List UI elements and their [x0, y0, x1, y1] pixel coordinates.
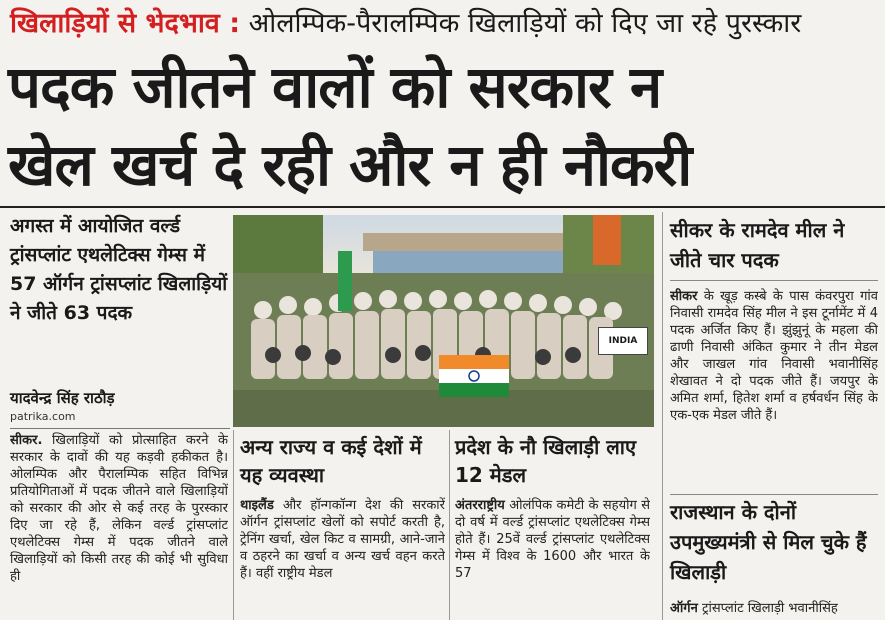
side-divider: [670, 494, 878, 495]
kicker-label: खिलाड़ियों से भेदभाव :: [10, 8, 241, 39]
side-1-lead: सीकर: [670, 289, 698, 304]
sub-a-heading: अन्य राज्य व कई देशों में यह व्यवस्था: [240, 435, 422, 487]
sub-a-text: और हॉन्गकॉन्ग देश की सरकारें ऑर्गन ट्रांसप्लांट खेलों को सपोर्ट करती है, ट्रेनिंग खर्चा, खेल किट व सामग्री, आने-जाने व ठहरने का खर्चा व अन्य खर्च वहन करते हैं। वहीं राष्ट्रीय मेडल: [240, 498, 445, 581]
source-label: patrika.com: [10, 410, 76, 423]
side-1-text: के खूड़ कस्बे के पास कंवरपुरा गांव निवासी रामदेव सिंह मील ने इस टूर्नामेंट में 4 पदक अर्जित किए हैं। झुंझुनूं के महला की ढाणी निवासी अंकित कुमार ने तीन मेडल और जाखल गांव निवासी भवानीसिंह शेखावत ने दो पदक जीते हैं। जयपुर के अमित शर्मा, हितेश शर्मा व हर्षवर्धन सिंह के एक-एक मेडल जीते हैं।: [670, 289, 878, 423]
sub-b-text: ओलंपिक कमेटी के सहयोग से दो वर्ष में वर्ल्ड ट्रांसप्लांट एथलेटिक्स गेम्स होते हैं। 25वें वर्ल्ड ट्रांसप्लांट एथलेटिक्स गेम्स में विश्व के 1600 और भारत के 57: [455, 498, 650, 581]
deck-text: अगस्त में आयोजित वर्ल्ड ट्रांसप्लांट एथलेटिक्स गेम्स में 57 ऑर्गन ट्रांसप्लांट खिलाड़ियों ने जीते 63 पदक: [10, 215, 228, 324]
column-divider: [449, 430, 450, 620]
kicker-line: [10, 4, 880, 44]
kicker-text: ओलम्पिक-पैरालम्पिक खिलाड़ियों को दिए जा रहे पुरस्कार: [240, 8, 802, 39]
sub-a-lead: थाइलैंड: [240, 498, 274, 513]
main-story-dateline: सीकर.: [10, 433, 43, 448]
sub-b-body: [455, 497, 650, 620]
headline-rule: [0, 206, 885, 208]
side-2-lead: ऑर्गन: [670, 601, 698, 616]
column-divider: [662, 212, 663, 620]
side-2-heading: राजस्थान के दोनों उपमुख्यमंत्री से मिल चुके हैं खिलाड़ी: [670, 500, 867, 584]
main-story-text: खिलाड़ियों को प्रोत्साहित करने के सरकार के दावों की यह कड़वी हकीकत है। ओलम्पिक और पैरालम्पिक सहित विभिन्न प्रतियोगिताओं में पदक जीतने वाले खिलाड़ियों को सरकार की ओर से कई तरह के पुरस्कार दिए जा रहे हैं, लेकिन वर्ल्ड ट्रांसप्लांट एथलेटिक्स गेम्स में पदक जीतने वाले खिलाड़ियों को किसी तरह की कोई भी सुविधा ही: [10, 433, 228, 584]
india-sign: INDIA: [598, 327, 648, 355]
side-1-body: [670, 288, 878, 490]
headline-line-2: खेल खर्च दे रही और न ही नौकरी: [8, 131, 692, 199]
main-story-body: [10, 432, 228, 620]
team-photo: [233, 215, 654, 427]
byline-divider: [10, 428, 230, 429]
side-1-heading: सीकर के रामदेव मील ने जीते चार पदक: [670, 218, 845, 272]
column-divider: [233, 430, 234, 620]
team-photo-graphic: [233, 215, 654, 427]
side-divider: [670, 280, 878, 281]
sub-b-lead: अंतरराष्ट्रीय: [455, 498, 505, 513]
sub-b-heading: प्रदेश के नौ खिलाड़ी लाए 12 मेडल: [455, 435, 637, 487]
byline: यादवेन्द्र सिंह राठौड़: [10, 389, 115, 407]
sub-a-body: [240, 497, 445, 620]
india-flag-graphic: [439, 355, 509, 397]
side-2-text: ट्रांसप्लांट खिलाड़ी भवानीसिंह: [697, 601, 838, 616]
side-2-body: [670, 600, 878, 620]
headline-line-1: पदक जीतने वालों को सरकार न: [8, 53, 662, 121]
